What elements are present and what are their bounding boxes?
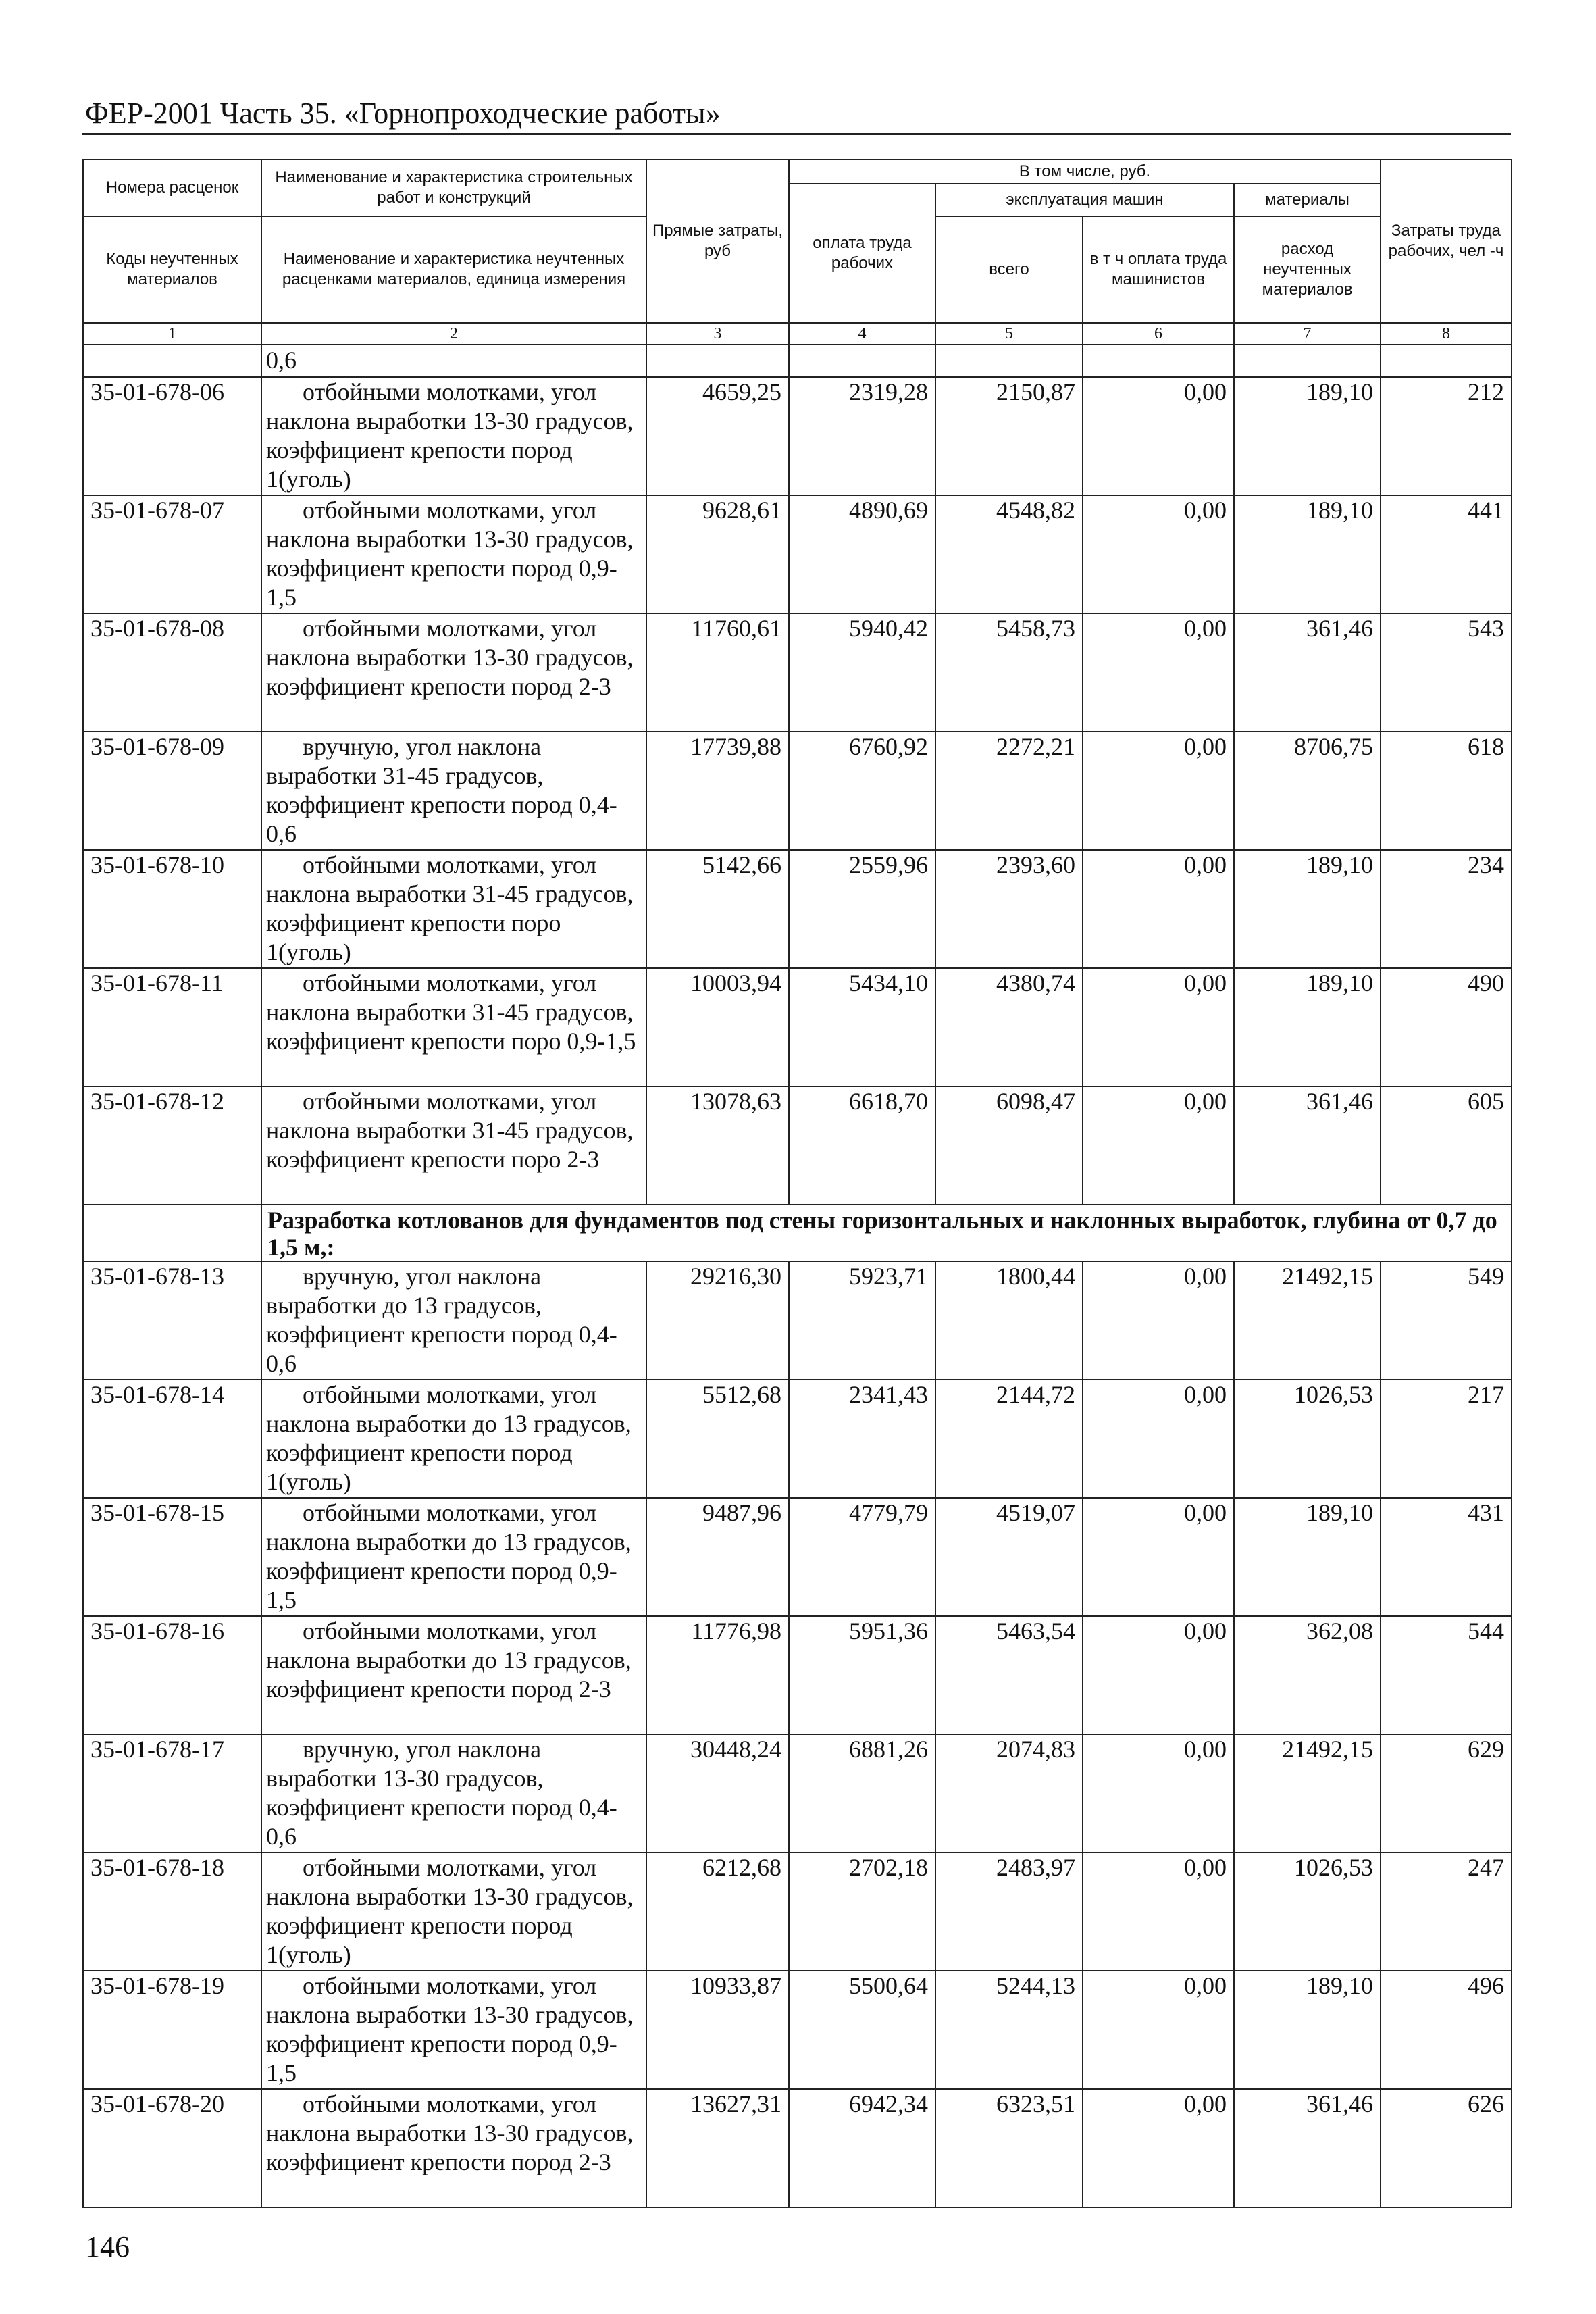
rate-code: 35-01-678-16 (83, 1616, 261, 1734)
labor-hours: 234 (1381, 850, 1512, 968)
machines-total: 4519,07 (935, 1498, 1083, 1616)
header-materials: материалы (1234, 184, 1381, 216)
description-lead: отбойными молотками, угол (303, 1617, 597, 1644)
description-rest: наклона выработки 13-30 градусов, коэффициент крепости пород 1(уголь) (266, 407, 634, 493)
work-description (261, 1086, 646, 1205)
rate-code: 35-01-678-15 (83, 1498, 261, 1616)
machinist-pay: 0,00 (1083, 613, 1234, 732)
machines-total: 2074,83 (935, 1734, 1083, 1853)
rate-code: 35-01-678-11 (83, 968, 261, 1086)
worker-pay: 6760,92 (789, 732, 935, 850)
machines-total: 2393,60 (935, 850, 1083, 968)
worker-pay: 2341,43 (789, 1380, 935, 1498)
rate-code: 35-01-678-09 (83, 732, 261, 850)
labor-hours: 217 (1381, 1380, 1512, 1498)
worker-pay: 4890,69 (789, 495, 935, 613)
description-rest: наклона выработки 13-30 градусов, коэффициент крепости пород 1(уголь) (266, 1883, 634, 1968)
table-row (83, 377, 1512, 495)
description-lead: вручную, угол наклона (303, 1263, 542, 1290)
machines-total: 2150,87 (935, 377, 1083, 495)
worker-pay: 5500,64 (789, 1971, 935, 2089)
machinist-pay: 0,00 (1083, 1853, 1234, 1971)
section-block (83, 1205, 1512, 1261)
machinist-pay: 0,00 (1083, 1086, 1234, 1205)
column-number: 7 (1234, 323, 1381, 345)
rate-code: 35-01-678-08 (83, 613, 261, 732)
description-rest: наклона выработки до 13 градусов, коэффициент крепости пород 1(уголь) (266, 1410, 632, 1495)
work-description (261, 495, 646, 613)
machinist-pay: 0,00 (1083, 1734, 1234, 1853)
work-description (261, 2089, 646, 2207)
table-row (83, 1734, 1512, 1853)
direct-costs: 5512,68 (646, 1380, 789, 1498)
work-description (261, 1971, 646, 2089)
column-number: 4 (789, 323, 935, 345)
direct-costs: 5142,66 (646, 850, 789, 968)
description-lead: отбойными молотками, угол (303, 2090, 597, 2117)
description-rest: наклона выработки до 13 градусов, коэффициент крепости пород 0,9-1,5 (266, 1528, 632, 1613)
description-rest: выработки до 13 градусов, коэффициент крепости пород 0,4-0,6 (266, 1292, 617, 1377)
column-numbers-row (83, 323, 1512, 345)
materials-cost: 189,10 (1234, 850, 1381, 968)
table-row (83, 1616, 1512, 1734)
labor-hours: 431 (1381, 1498, 1512, 1616)
header-machinist-pay: в т ч оплата труда машинистов (1083, 216, 1234, 323)
work-description (261, 1734, 646, 1853)
materials-cost: 361,46 (1234, 2089, 1381, 2207)
rate-code: 35-01-678-18 (83, 1853, 261, 1971)
direct-costs: 13627,31 (646, 2089, 789, 2207)
labor-hours: 626 (1381, 2089, 1512, 2207)
direct-costs: 30448,24 (646, 1734, 789, 1853)
work-description (261, 732, 646, 850)
description-lead: вручную, угол наклона (303, 733, 542, 760)
direct-costs: 29216,30 (646, 1261, 789, 1380)
direct-costs: 10003,94 (646, 968, 789, 1086)
column-number: 6 (1083, 323, 1234, 345)
machinist-pay: 0,00 (1083, 1616, 1234, 1734)
direct-costs: 13078,63 (646, 1086, 789, 1205)
worker-pay: 2319,28 (789, 377, 935, 495)
worker-pay: 5951,36 (789, 1616, 935, 1734)
machines-total: 5463,54 (935, 1616, 1083, 1734)
direct-costs: 9628,61 (646, 495, 789, 613)
column-number: 3 (646, 323, 789, 345)
work-description (261, 1380, 646, 1498)
materials-cost: 189,10 (1234, 495, 1381, 613)
column-number: 5 (935, 323, 1083, 345)
materials-cost: 8706,75 (1234, 732, 1381, 850)
page-title: ФЕР-2001 Часть 35. «Горнопроходческие работы» (85, 97, 721, 130)
rates-group-a (83, 377, 1512, 1205)
machinist-pay: 0,00 (1083, 1971, 1234, 2089)
rates-table (82, 159, 1512, 2208)
machines-total: 2144,72 (935, 1380, 1083, 1498)
header-labor-hours: Затраты труда рабочих, чел -ч (1381, 159, 1512, 323)
materials-cost: 21492,15 (1234, 1261, 1381, 1380)
description-lead: отбойными молотками, угол (303, 1972, 597, 1999)
materials-cost: 189,10 (1234, 968, 1381, 1086)
header-work-name: Наименование и характеристика строительных работ и конструкций (261, 159, 646, 216)
materials-cost: 362,08 (1234, 1616, 1381, 1734)
labor-hours: 605 (1381, 1086, 1512, 1205)
worker-pay: 4779,79 (789, 1498, 935, 1616)
worker-pay: 6618,70 (789, 1086, 935, 1205)
labor-hours: 629 (1381, 1734, 1512, 1853)
description-lead: отбойными молотками, угол (303, 615, 597, 642)
worker-pay: 2702,18 (789, 1853, 935, 1971)
description-rest: выработки 31-45 градусов, коэффициент крепости пород 0,4-0,6 (266, 762, 617, 847)
rate-code: 35-01-678-17 (83, 1734, 261, 1853)
table-row (83, 732, 1512, 850)
materials-cost: 1026,53 (1234, 1853, 1381, 1971)
rates-group-b (83, 1261, 1512, 2207)
description-lead: отбойными молотками, угол (303, 970, 597, 997)
machines-total: 2272,21 (935, 732, 1083, 850)
direct-costs: 4659,25 (646, 377, 789, 495)
worker-pay: 2559,96 (789, 850, 935, 968)
description-lead: отбойными молотками, угол (303, 1088, 597, 1115)
machines-total: 2483,97 (935, 1853, 1083, 1971)
description-lead: отбойными молотками, угол (303, 378, 597, 405)
header-including: В том числе, руб. (789, 159, 1381, 184)
materials-cost: 1026,53 (1234, 1380, 1381, 1498)
description-rest: наклона выработки до 13 градусов, коэффициент крепости пород 2-3 (266, 1646, 632, 1703)
materials-cost: 189,10 (1234, 377, 1381, 495)
column-number: 1 (83, 323, 261, 345)
header-machine-operation: эксплуатация машин (935, 184, 1234, 216)
work-description (261, 968, 646, 1086)
work-description (261, 850, 646, 968)
worker-pay: 6881,26 (789, 1734, 935, 1853)
labor-hours: 212 (1381, 377, 1512, 495)
materials-cost: 189,10 (1234, 1498, 1381, 1616)
machines-total: 4548,82 (935, 495, 1083, 613)
direct-costs: 11776,98 (646, 1616, 789, 1734)
work-description (261, 613, 646, 732)
labor-hours: 247 (1381, 1853, 1512, 1971)
machines-total: 6323,51 (935, 2089, 1083, 2207)
machines-total: 4380,74 (935, 968, 1083, 1086)
work-description (261, 1261, 646, 1380)
table-row (83, 1261, 1512, 1380)
header-material-names: Наименование и характеристика неучтенных расценками материалов, единица измерения (261, 216, 646, 323)
labor-hours: 490 (1381, 968, 1512, 1086)
header-material-codes: Коды неучтенных материалов (83, 216, 261, 323)
header-direct-costs: Прямые затраты, руб (646, 159, 789, 323)
machinist-pay: 0,00 (1083, 377, 1234, 495)
table-row (83, 613, 1512, 732)
labor-hours: 441 (1381, 495, 1512, 613)
table-row (83, 1380, 1512, 1498)
materials-cost: 361,46 (1234, 613, 1381, 732)
header-rate-numbers: Номера расценок (83, 159, 261, 216)
description-rest: наклона выработки 31-45 градусов, коэффициент крепости поро 0,9-1,5 (266, 999, 636, 1055)
section-row (83, 1205, 1512, 1261)
machinist-pay: 0,00 (1083, 1498, 1234, 1616)
table-row (83, 2089, 1512, 2207)
table-row (83, 850, 1512, 968)
direct-costs: 11760,61 (646, 613, 789, 732)
labor-hours: 549 (1381, 1261, 1512, 1380)
section-title: Разработка котлованов для фундаментов под стены горизонтальных и наклонных выработок, глубина от 0,7 до 1,5 м,: (261, 1205, 1512, 1261)
table-row (83, 1971, 1512, 2089)
header-unaccounted-materials: расход неучтенных материалов (1234, 216, 1381, 323)
table-row (83, 1086, 1512, 1205)
continuation-text: 0,6 (261, 345, 646, 377)
description-lead: отбойными молотками, угол (303, 1854, 597, 1881)
labor-hours: 543 (1381, 613, 1512, 732)
direct-costs: 17739,88 (646, 732, 789, 850)
description-lead: отбойными молотками, угол (303, 1499, 597, 1526)
description-lead: отбойными молотками, угол (303, 851, 597, 878)
worker-pay: 5923,71 (789, 1261, 935, 1380)
description-rest: выработки 13-30 градусов, коэффициент крепости пород 0,4-0,6 (266, 1765, 617, 1850)
description-rest: наклона выработки 31-45 градусов, коэффициент крепости поро 2-3 (266, 1117, 634, 1173)
table-row (83, 1853, 1512, 1971)
machinist-pay: 0,00 (1083, 968, 1234, 1086)
materials-cost: 21492,15 (1234, 1734, 1381, 1853)
table-head (83, 159, 1512, 377)
machinist-pay: 0,00 (1083, 1380, 1234, 1498)
rate-code: 35-01-678-13 (83, 1261, 261, 1380)
table-row (83, 495, 1512, 613)
description-rest: наклона выработки 13-30 градусов, коэффициент крепости пород 2-3 (266, 644, 634, 700)
worker-pay: 6942,34 (789, 2089, 935, 2207)
description-rest: наклона выработки 31-45 градусов, коэффициент крепости поро 1(уголь) (266, 880, 634, 965)
worker-pay: 5940,42 (789, 613, 935, 732)
labor-hours: 496 (1381, 1971, 1512, 2089)
work-description (261, 377, 646, 495)
machinist-pay: 0,00 (1083, 495, 1234, 613)
direct-costs: 10933,87 (646, 1971, 789, 2089)
header-machines-total: всего (935, 216, 1083, 323)
labor-hours: 618 (1381, 732, 1512, 850)
column-number: 8 (1381, 323, 1512, 345)
table-row (83, 1498, 1512, 1616)
column-number: 2 (261, 323, 646, 345)
rate-code: 35-01-678-20 (83, 2089, 261, 2207)
rate-code: 35-01-678-14 (83, 1380, 261, 1498)
machinist-pay: 0,00 (1083, 850, 1234, 968)
rate-code: 35-01-678-07 (83, 495, 261, 613)
materials-cost: 189,10 (1234, 1971, 1381, 2089)
work-description (261, 1616, 646, 1734)
header-worker-pay: оплата труда рабочих (789, 184, 935, 323)
machinist-pay: 0,00 (1083, 1261, 1234, 1380)
description-lead: отбойными молотками, угол (303, 497, 597, 524)
machinist-pay: 0,00 (1083, 732, 1234, 850)
description-lead: вручную, угол наклона (303, 1736, 542, 1763)
description-rest: наклона выработки 13-30 градусов, коэффициент крепости пород 0,9-1,5 (266, 2001, 634, 2086)
machines-total: 5458,73 (935, 613, 1083, 732)
materials-cost: 361,46 (1234, 1086, 1381, 1205)
description-lead: отбойными молотками, угол (303, 1381, 597, 1408)
page-number: 146 (85, 2230, 130, 2263)
rate-code: 35-01-678-19 (83, 1971, 261, 2089)
rate-code: 35-01-678-10 (83, 850, 261, 968)
rate-code: 35-01-678-06 (83, 377, 261, 495)
description-rest: наклона выработки 13-30 градусов, коэффициент крепости пород 2-3 (266, 2119, 634, 2175)
work-description (261, 1498, 646, 1616)
table-row (83, 968, 1512, 1086)
direct-costs: 6212,68 (646, 1853, 789, 1971)
machines-total: 1800,44 (935, 1261, 1083, 1380)
worker-pay: 5434,10 (789, 968, 935, 1086)
machines-total: 5244,13 (935, 1971, 1083, 2089)
title-divider (82, 133, 1511, 135)
machinist-pay: 0,00 (1083, 2089, 1234, 2207)
direct-costs: 9487,96 (646, 1498, 789, 1616)
description-rest: наклона выработки 13-30 градусов, коэффициент крепости пород 0,9-1,5 (266, 526, 634, 611)
rate-code: 35-01-678-12 (83, 1086, 261, 1205)
work-description (261, 1853, 646, 1971)
continuation-row (83, 345, 1512, 377)
labor-hours: 544 (1381, 1616, 1512, 1734)
machines-total: 6098,47 (935, 1086, 1083, 1205)
